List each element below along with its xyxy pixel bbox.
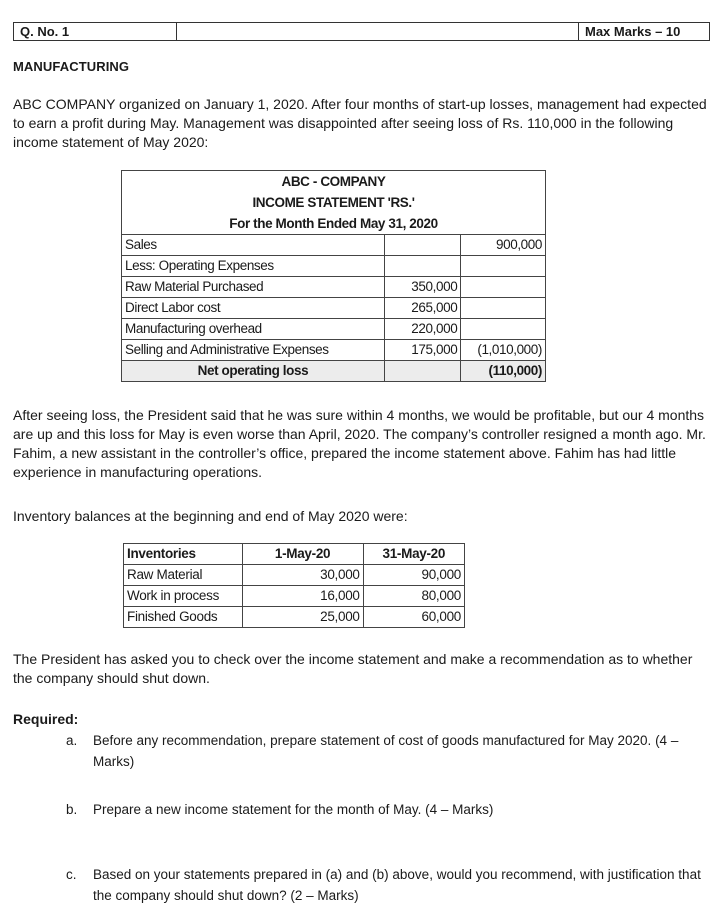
row-total: (1,010,000) bbox=[461, 340, 546, 361]
inventory-end: 60,000 bbox=[363, 607, 464, 628]
inventory-name: Finished Goods bbox=[124, 607, 243, 628]
question-header bbox=[13, 22, 710, 41]
row-label: Sales bbox=[122, 235, 385, 256]
section-title: MANUFACTURING bbox=[13, 59, 130, 74]
statement-title: INCOME STATEMENT 'RS.' bbox=[122, 192, 546, 213]
max-marks: Max Marks – 10 bbox=[579, 23, 710, 41]
inventory-name: Work in process bbox=[124, 586, 243, 607]
item-text: Based on your statements prepared in (a) and (b) above, would you recommend, with justification that the company should shut down? (2 – Marks) bbox=[93, 867, 701, 903]
statement-company: ABC - COMPANY bbox=[122, 171, 546, 193]
inventory-end: 90,000 bbox=[363, 565, 464, 586]
inventory-table bbox=[123, 543, 465, 628]
column-header: 1-May-20 bbox=[242, 544, 363, 565]
row-total bbox=[461, 277, 546, 298]
row-label: Less: Operating Expenses bbox=[122, 256, 385, 277]
row-amount: 220,000 bbox=[384, 319, 460, 340]
table-row bbox=[122, 256, 546, 277]
table-row bbox=[122, 319, 546, 340]
inventory-begin: 30,000 bbox=[242, 565, 363, 586]
row-amount bbox=[384, 256, 460, 277]
row-total bbox=[461, 256, 546, 277]
item-letter: a. bbox=[66, 733, 78, 748]
column-header: 31-May-20 bbox=[363, 544, 464, 565]
inventory-name: Raw Material bbox=[124, 565, 243, 586]
row-label: Selling and Administrative Expenses bbox=[122, 340, 385, 361]
header-spacer bbox=[177, 23, 579, 41]
intro-paragraph: ABC COMPANY organized on January 1, 2020. After four months of start-up losses, management had expected to earn a profit during May. Management was disappointed after seeing loss of Rs. 110,000 in the following income statement of May 2020: bbox=[13, 96, 707, 150]
item-text: Prepare a new income statement for the month of May. (4 – Marks) bbox=[93, 802, 494, 817]
item-letter: c. bbox=[66, 867, 77, 882]
income-statement-table bbox=[121, 170, 546, 382]
table-row bbox=[124, 565, 465, 586]
president-paragraph: The President has asked you to check over the income statement and make a recommendation as to whether the company should shut down. bbox=[13, 651, 693, 686]
row-total: 900,000 bbox=[461, 235, 546, 256]
table-row bbox=[124, 586, 465, 607]
required-item-c bbox=[66, 864, 714, 906]
table-row bbox=[122, 235, 546, 256]
net-loss-label: Net operating loss bbox=[122, 361, 385, 382]
item-letter: b. bbox=[66, 802, 78, 817]
net-loss-total: (110,000) bbox=[461, 361, 546, 382]
statement-period: For the Month Ended May 31, 2020 bbox=[122, 213, 546, 235]
row-total bbox=[461, 298, 546, 319]
required-item-b bbox=[66, 799, 714, 820]
row-total bbox=[461, 319, 546, 340]
table-row bbox=[122, 340, 546, 361]
row-amount: 265,000 bbox=[384, 298, 460, 319]
row-label: Manufacturing overhead bbox=[122, 319, 385, 340]
inventory-intro: Inventory balances at the beginning and end of May 2020 were: bbox=[13, 508, 408, 524]
net-loss-amount bbox=[384, 361, 460, 382]
row-amount: 350,000 bbox=[384, 277, 460, 298]
table-row bbox=[122, 277, 546, 298]
net-loss-row bbox=[122, 361, 546, 382]
inventory-begin: 16,000 bbox=[242, 586, 363, 607]
column-header: Inventories bbox=[124, 544, 243, 565]
item-text: Before any recommendation, prepare statement of cost of goods manufactured for May 2020. (4 – Marks) bbox=[93, 733, 679, 769]
question-number: Q. No. 1 bbox=[14, 23, 177, 41]
inventory-begin: 25,000 bbox=[242, 607, 363, 628]
required-title: Required: bbox=[13, 711, 79, 727]
row-label: Raw Material Purchased bbox=[122, 277, 385, 298]
row-label: Direct Labor cost bbox=[122, 298, 385, 319]
row-amount bbox=[384, 235, 460, 256]
table-row bbox=[122, 298, 546, 319]
after-loss-paragraph: After seeing loss, the President said that he was sure within 4 months, we would be profitable, but our 4 months are up and this loss for May is even worse than April, 2020. The company’s controller resigned a month ago. Mr. Fahim, a new assistant in the controller’s office, prepared the income statement above. Fahim has had little experience in manufacturing operations. bbox=[13, 407, 706, 480]
table-row bbox=[124, 607, 465, 628]
required-item-a bbox=[66, 730, 714, 772]
row-amount: 175,000 bbox=[384, 340, 460, 361]
inventory-end: 80,000 bbox=[363, 586, 464, 607]
table-header-row bbox=[124, 544, 465, 565]
